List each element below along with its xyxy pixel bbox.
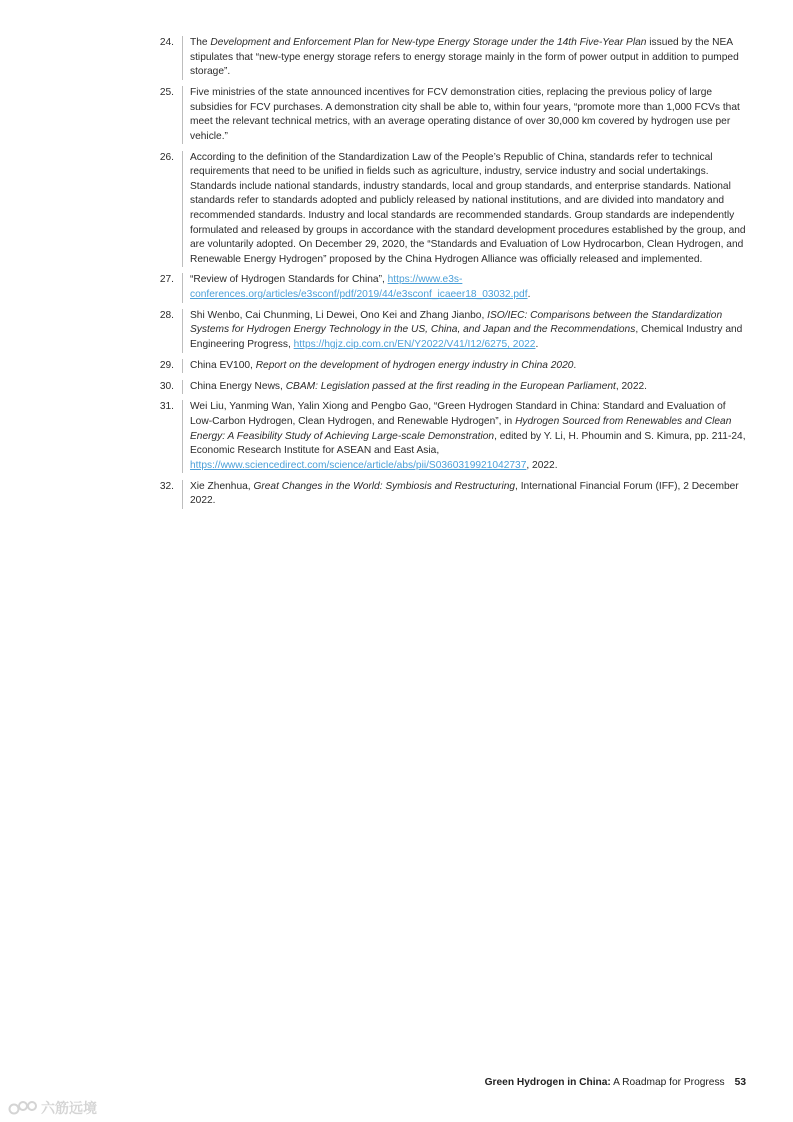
endnote-number: 29. bbox=[159, 359, 174, 371]
endnote-text bbox=[182, 151, 750, 268]
endnote-text-segment: Wei Liu, Yanming Wan, Yalin Xiong and Pengbo Gao, “Green Hydrogen Standard in China: Standard and Evaluation of Low-Carbon Hydrogen, Clean Hydrogen, and Renewable Hydrogen”, in bbox=[190, 401, 726, 427]
endnote-number: 32. bbox=[159, 480, 174, 492]
footer-title-bold: Green Hydrogen in China: bbox=[484, 1077, 611, 1088]
endnote-text-segment: “Review of Hydrogen Standards for China”, bbox=[190, 274, 388, 286]
endnote-number: 25. bbox=[159, 86, 174, 98]
endnote-text-segment: China EV100, bbox=[190, 359, 256, 371]
page-number: 53 bbox=[734, 1077, 746, 1088]
endnote-item bbox=[150, 380, 750, 395]
endnote-number: 28. bbox=[159, 309, 174, 321]
endnote-text-segment: Xie Zhenhua, bbox=[190, 480, 254, 492]
endnote-title-italic: Development and Enforcement Plan for New-type Energy Storage under the 14th Five-Year Plan bbox=[210, 37, 647, 48]
watermark-logo-icon bbox=[8, 1100, 38, 1116]
endnote-text-segment: . bbox=[535, 339, 539, 351]
endnote-text bbox=[182, 309, 750, 353]
endnote-text-segment: Five ministries of the state announced incentives for FCV demonstration cities, replacing the previous policy of large subsidies for FCV purchases. A demonstration city shall be able to, within four years, “promote more than 1,000 FCVs that meet the relevant technical metrics, with an average operating distance of over 30,000 km covered by hydrogen use per vehicle.” bbox=[190, 86, 740, 142]
endnote-text-segment: . bbox=[527, 289, 531, 301]
endnote-text bbox=[182, 86, 750, 144]
endnote-number: 31. bbox=[159, 401, 174, 413]
endnote-text-segment: . bbox=[573, 359, 577, 371]
endnote-text-segment: China Energy News, bbox=[190, 380, 286, 392]
endnote-item bbox=[150, 359, 750, 374]
endnote-item bbox=[150, 273, 750, 302]
endnote-text-segment: The bbox=[190, 37, 211, 48]
endnote-number: 27. bbox=[159, 274, 174, 286]
endnote-link[interactable]: https://hgjz.cip.com.cn/EN/Y2022/V41/I12/6275, 2022 bbox=[293, 339, 536, 351]
endnote-title-italic: Hydrogen Sourced from Renewables and Clean Energy: A Feasibility Study of Achieving Large-scale Demonstration bbox=[190, 415, 732, 442]
endnote-text-segment: , 2022. bbox=[615, 380, 648, 392]
endnote-number: 30. bbox=[159, 380, 174, 392]
endnote-text bbox=[182, 273, 750, 302]
endnote-text-segment: According to the definition of the Standardization Law of the People’s Republic of China, standards refer to technical requirements that need to be unified in fields such as agriculture, industry, service industry and social undertakings. Standards include national standards, industry standards, local and group standards, and enterprise standards. National standards refer to standards adopted and publicly released by national institutions, and are divided into mandatory and recommended standards. Industry and local standards are recommended standards. Group standards are independently formulated and released by groups in accordance with the standard development procedures established by the group, and are voluntarily adopted. On December 29, 2020, the “Standards and Evaluation of Low Hydrocarbon, Clean Hydrogen, and Renewable Energy Hydrogen” proposed by the China Hydrogen Alliance was officially released and implemented. bbox=[190, 151, 746, 265]
endnote-title-italic: Report on the development of hydrogen energy industry in China 2020 bbox=[255, 359, 574, 371]
endnote-number: 26. bbox=[159, 151, 174, 163]
endnote-text bbox=[182, 480, 750, 509]
endnote-text-segment: , 2022. bbox=[526, 459, 558, 471]
endnote-number: 24. bbox=[159, 37, 174, 48]
endnote-link[interactable]: https://www.sciencedirect.com/science/article/abs/pii/S0360319921042737 bbox=[190, 459, 527, 471]
endnote-text bbox=[182, 400, 750, 473]
watermark-text: 六筋远境 bbox=[41, 1100, 97, 1116]
endnote-text-segment: , edited by Y. Li, H. Phoumin and S. Kimura, pp. 211-24, Economic Research Institute for ASEAN and East Asia, bbox=[190, 430, 746, 457]
endnote-title-italic: Great Changes in the World: Symbiosis and Restructuring bbox=[253, 480, 516, 492]
endnote-text-segment: , International Financial Forum (IFF), 2 December 2022. bbox=[190, 480, 739, 507]
footer-title-rest: A Roadmap for Progress bbox=[610, 1077, 725, 1088]
endnote-text-segment: issued by the NEA stipulates that “new-type energy storage refers to energy storage mainly in the form of power output in addition to pumped storage”. bbox=[190, 37, 739, 78]
endnote-text bbox=[182, 359, 750, 374]
page-footer bbox=[485, 1077, 746, 1088]
endnotes-list bbox=[150, 36, 750, 515]
endnote-text bbox=[182, 36, 750, 80]
watermark bbox=[8, 1098, 97, 1118]
endnote-text bbox=[182, 380, 750, 395]
endnote-link[interactable]: https://www.e3s-conferences.org/articles/e3sconf/pdf/2019/44/e3sconf_icaeer18_03032.pdf bbox=[190, 274, 528, 301]
endnote-text-segment: , Chemical Industry and Engineering Progress, bbox=[190, 324, 743, 351]
endnote-item bbox=[150, 400, 750, 473]
endnote-item bbox=[150, 309, 750, 353]
endnote-title-italic: ISO/IEC: Comparisons between the Standardization Systems for Hydrogen Energy Technology in the US, China, and Japan and the Recommendations bbox=[190, 309, 723, 336]
endnote-item bbox=[150, 151, 750, 268]
endnote-text-segment: Shi Wenbo, Cai Chunming, Li Dewei, Ono Kei and Zhang Jianbo, bbox=[190, 309, 488, 321]
endnote-item bbox=[150, 36, 750, 80]
endnote-item bbox=[150, 86, 750, 144]
endnote-title-italic: CBAM: Legislation passed at the first reading in the European Parliament bbox=[285, 380, 616, 392]
endnote-item bbox=[150, 480, 750, 509]
